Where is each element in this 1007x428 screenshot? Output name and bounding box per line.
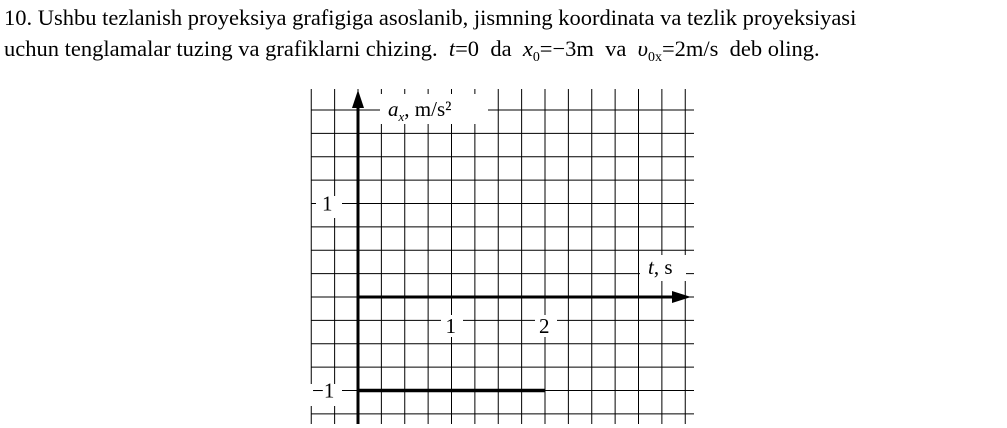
x0-variable: x [522,36,533,61]
word-end: deb oling. [729,36,820,61]
x-axis-label: t, s [648,255,673,279]
x0-subscript: 0 [532,50,540,66]
y-tick-label: 1 [322,191,333,216]
x-tick-label: 2 [539,314,550,338]
u0x-subscript: 0x [648,50,662,66]
u0x-value: =2m/s [661,36,719,61]
time-variable: t [448,36,456,61]
x0-value: =−3m [539,36,594,61]
problem-line-1: 10. Ushbu tezlanish proyeksiya grafigiga asoslanib, jismning koordinata va tezlik proyeksiyasi [4,5,857,30]
problem-text-a: uchun tenglamalar tuzing va grafiklarni chizing. [4,36,438,61]
u0x-variable: υ [637,36,648,61]
x-tick-label: 1 [445,314,456,338]
time-value: =0 [455,36,480,61]
x-axis-arrow [672,291,691,303]
y-tick-label: −1 [312,378,335,403]
y-axis-label: $a_x$, m/s² [388,97,452,124]
y-axis-arrow [352,90,364,108]
grid [311,89,694,424]
word-da: da [490,36,512,61]
word-va: va [605,36,627,61]
